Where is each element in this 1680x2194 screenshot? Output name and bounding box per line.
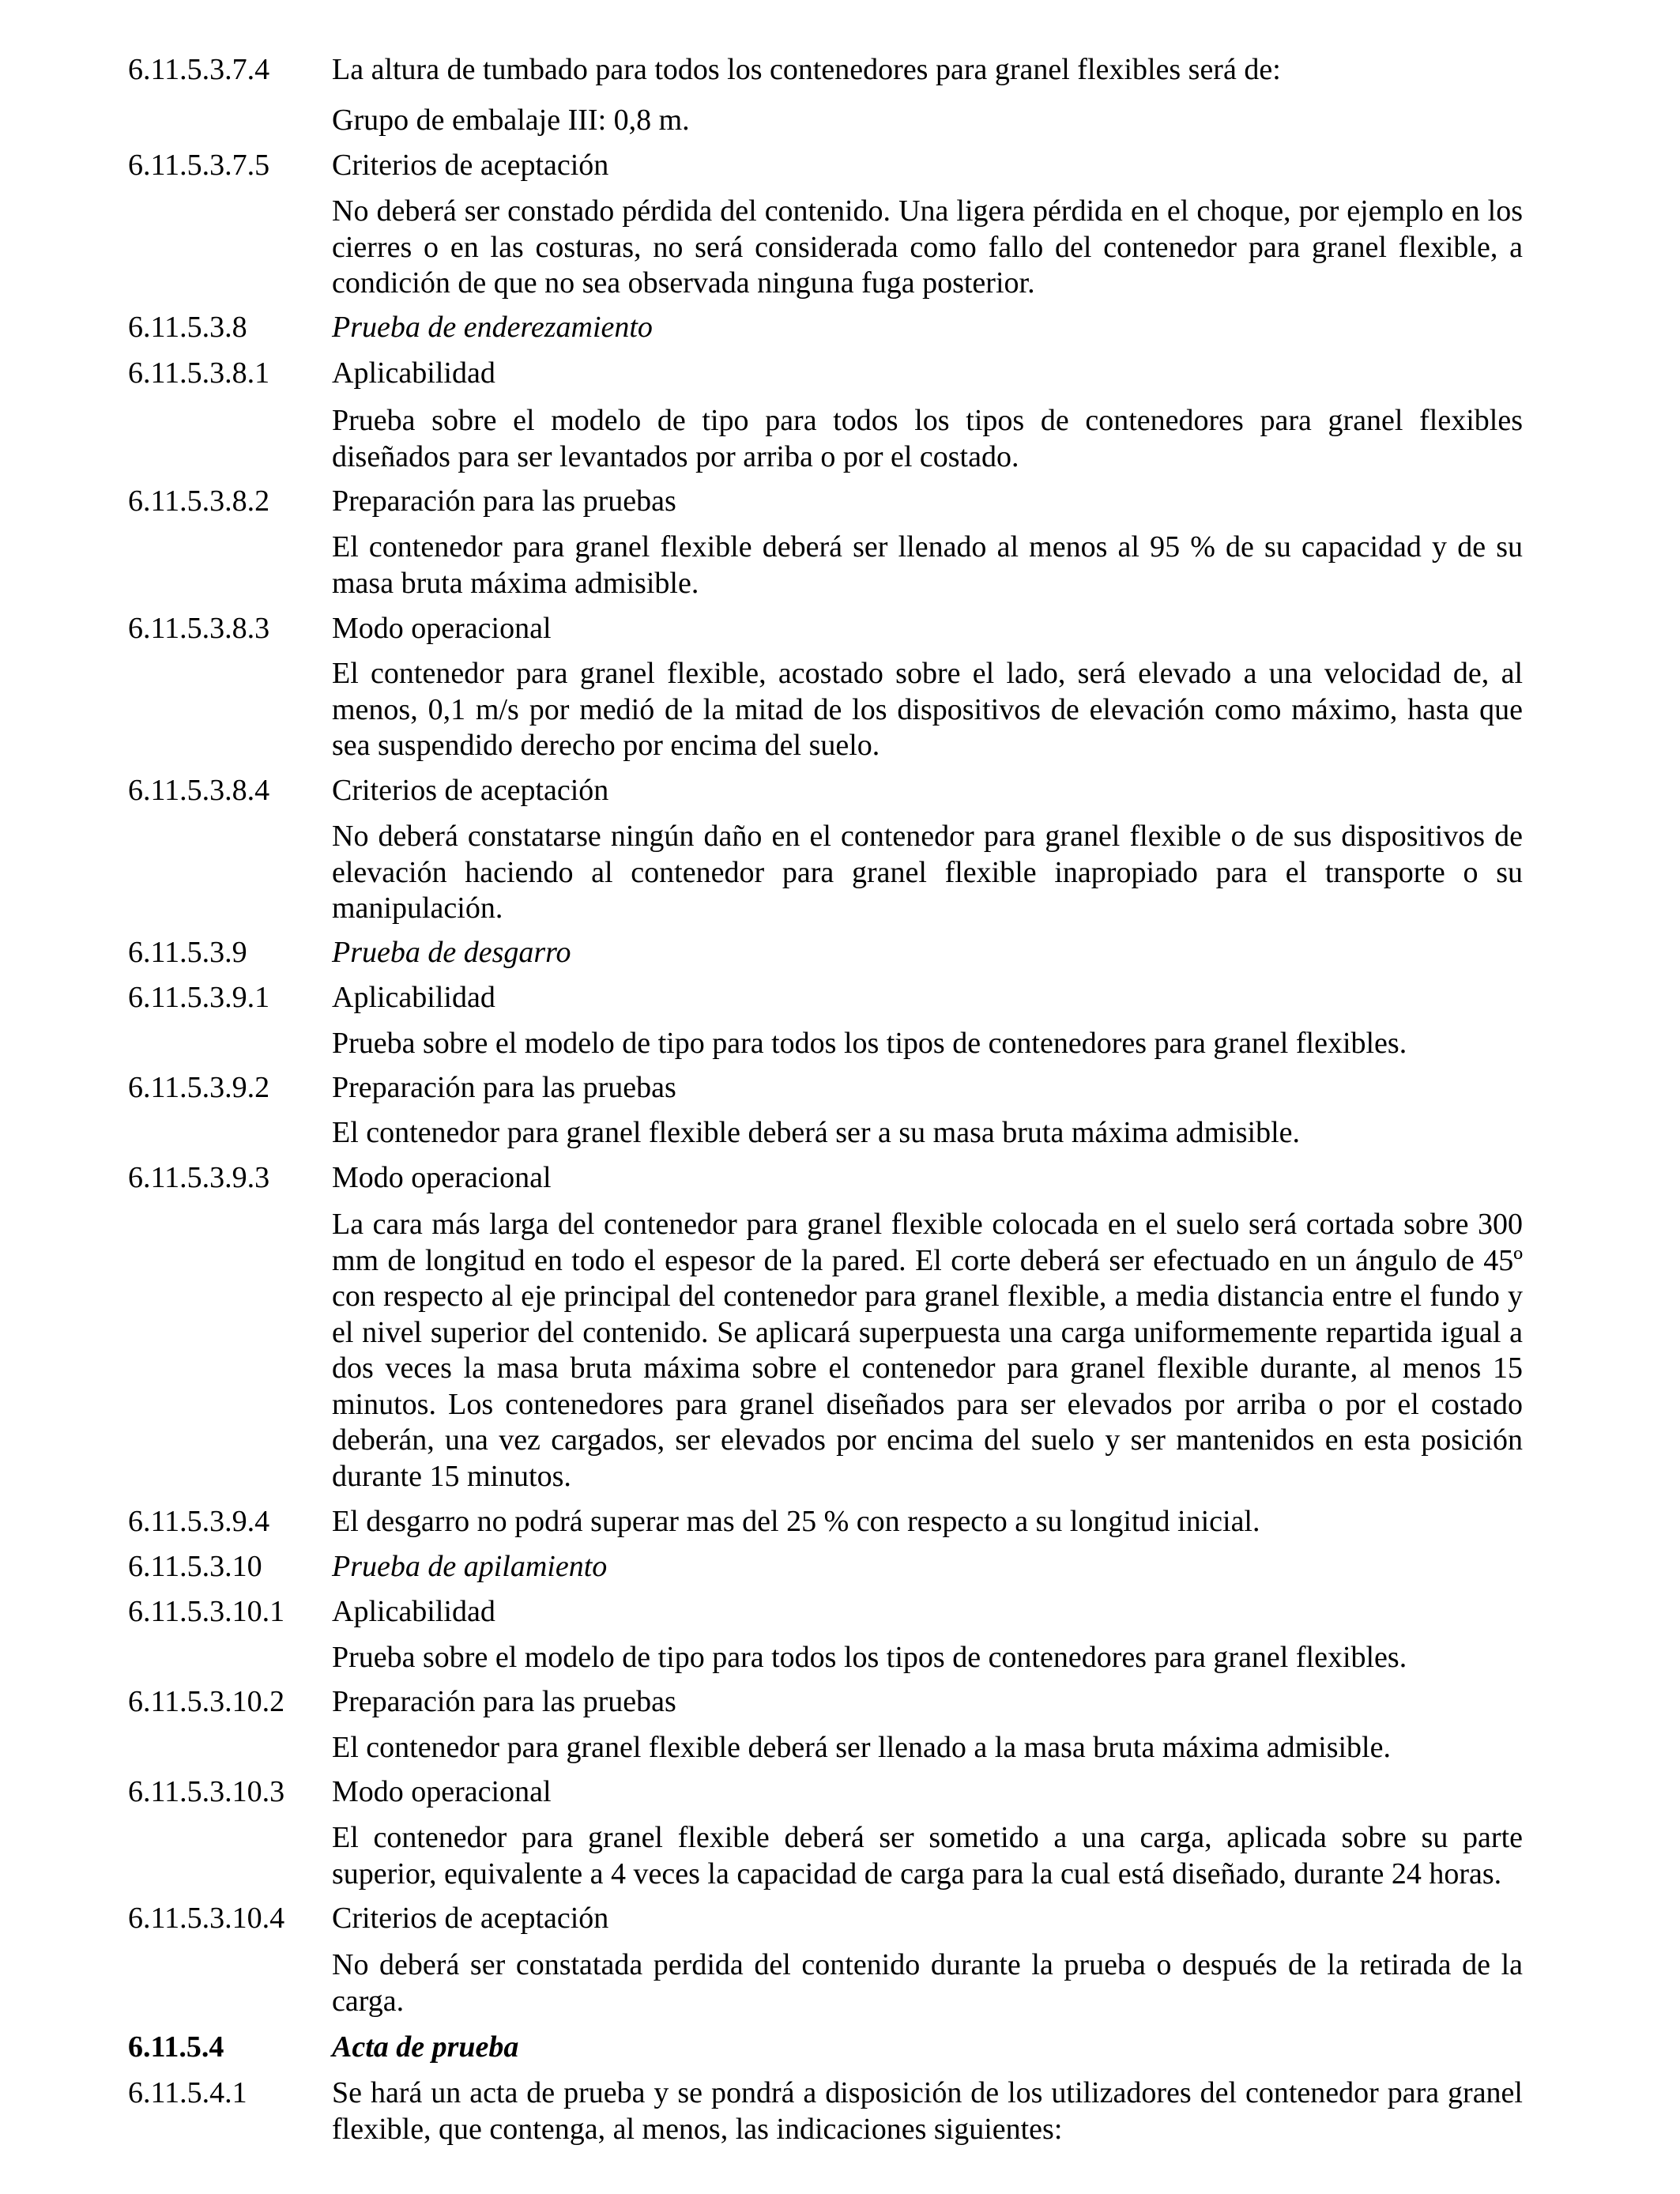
section-body: Prueba sobre el modelo de tipo para todos los tipos de contenedores para granel flexibles.	[332, 1641, 1407, 1674]
section-number: 6.11.5.3.10.3	[128, 1775, 285, 1808]
section-heading: Modo operacional	[332, 612, 552, 645]
section-body: El contenedor para granel flexible deberá ser llenado al menos al 95 % de su capacidad y de su masa bruta máxima admisible.	[332, 530, 1523, 600]
section-number: 6.11.5.3.8.3	[128, 612, 270, 645]
section-number: 6.11.5.4	[128, 2030, 224, 2064]
section-heading: Preparación para las pruebas	[332, 1071, 676, 1104]
section-body: El contenedor para granel flexible deberá ser llenado a la masa bruta máxima admisible.	[332, 1731, 1391, 1764]
section-heading: Prueba de enderezamiento	[332, 311, 653, 344]
section-heading: Modo operacional	[332, 1775, 552, 1808]
section-heading: Aplicabilidad	[332, 1595, 495, 1628]
section-body: No deberá constatarse ningún daño en el contenedor para granel flexible o de sus dispositivos de elevación haciendo al contenedor para granel flexible inapropiado para el transporte o su manipulación.	[332, 820, 1523, 925]
section-body: La cara más larga del contenedor para granel flexible colocada en el suelo será cortada sobre 300 mm de longitud en todo el espesor de la pared. El corte deberá ser efectuado en un ángulo de 45º con respecto al eje principal del contenedor para granel flexible, a media distancia entre el fundo y el nivel superior del contenido. Se aplicará superpuesta una carga uniformemente repartida igual a dos veces la masa bruta máxima sobre el contenedor para granel flexible durante, al menos 15 minutos. Los contenedores para granel diseñados para ser elevados por arriba o por el costado deberán, una vez cargados, ser elevados por encima del suelo y ser mantenidos en esta posición durante 15 minutos.	[332, 1208, 1523, 1493]
section-heading: Se hará un acta de prueba y se pondrá a disposición de los utilizadores del contenedor para granel flexible, que contenga, al menos, las indicaciones siguientes:	[332, 2076, 1523, 2146]
section-body: Prueba sobre el modelo de tipo para todos los tipos de contenedores para granel flexibles.	[332, 1027, 1407, 1060]
section-heading: Modo operacional	[332, 1161, 552, 1194]
section-heading: Prueba de desgarro	[332, 936, 571, 969]
section-number: 6.11.5.3.10	[128, 1550, 262, 1583]
section-number: 6.11.5.3.9.3	[128, 1161, 270, 1194]
section-heading: Criterios de aceptación	[332, 1902, 609, 1935]
section-heading: Acta de prueba	[332, 2030, 519, 2064]
section-heading: Aplicabilidad	[332, 356, 495, 390]
section-number: 6.11.5.3.9.4	[128, 1505, 270, 1538]
section-number: 6.11.5.3.8	[128, 311, 247, 344]
section-heading: El desgarro no podrá superar mas del 25 % con respecto a su longitud inicial.	[332, 1505, 1260, 1538]
section-heading: Aplicabilidad	[332, 981, 495, 1014]
section-number: 6.11.5.3.8.1	[128, 356, 270, 390]
section-body: No deberá ser constado pérdida del contenido. Una ligera pérdida en el choque, por ejemplo en los cierres o en las costuras, no será considerada como fallo del contenedor para granel flexible, a condición de que no sea observada ninguna fuga posterior.	[332, 194, 1523, 300]
section-body: El contenedor para granel flexible deberá ser a su masa bruta máxima admisible.	[332, 1116, 1300, 1149]
section-heading: Criterios de aceptación	[332, 774, 609, 807]
section-heading: Criterios de aceptación	[332, 149, 609, 182]
section-number: 6.11.5.3.10.2	[128, 1685, 285, 1718]
section-number: 6.11.5.4.1	[128, 2076, 247, 2109]
section-body: No deberá ser constatada perdida del contenido durante la prueba o después de la retirada de la carga.	[332, 1948, 1523, 2018]
section-number: 6.11.5.3.8.2	[128, 484, 270, 518]
section-number: 6.11.5.3.7.4	[128, 53, 270, 86]
section-number: 6.11.5.3.9	[128, 936, 247, 969]
section-body: El contenedor para granel flexible deberá ser sometido a una carga, aplicada sobre su parte superior, equivalente a 4 veces la capacidad de carga para la cual está diseñado, durante 24 horas.	[332, 1821, 1523, 1891]
section-body: Prueba sobre el modelo de tipo para todos los tipos de contenedores para granel flexibles diseñados para ser levantados por arriba o por el costado.	[332, 404, 1523, 473]
section-number: 6.11.5.3.9.1	[128, 981, 270, 1014]
section-heading: La altura de tumbado para todos los contenedores para granel flexibles será de:	[332, 53, 1281, 86]
section-number: 6.11.5.3.10.4	[128, 1902, 285, 1935]
section-number: 6.11.5.3.8.4	[128, 774, 270, 807]
section-heading: Preparación para las pruebas	[332, 484, 676, 518]
section-number: 6.11.5.3.10.1	[128, 1595, 285, 1628]
section-number: 6.11.5.3.7.5	[128, 149, 270, 182]
section-heading: Prueba de apilamiento	[332, 1550, 608, 1583]
section-body: Grupo de embalaje III: 0,8 m.	[332, 104, 690, 137]
section-heading: Preparación para las pruebas	[332, 1685, 676, 1718]
section-number: 6.11.5.3.9.2	[128, 1071, 270, 1104]
section-body: El contenedor para granel flexible, acostado sobre el lado, será elevado a una velocidad de, al menos, 0,1 m/s por medió de la mitad de los dispositivos de elevación como máximo, hasta que sea suspendido derecho por encima del suelo.	[332, 657, 1523, 762]
